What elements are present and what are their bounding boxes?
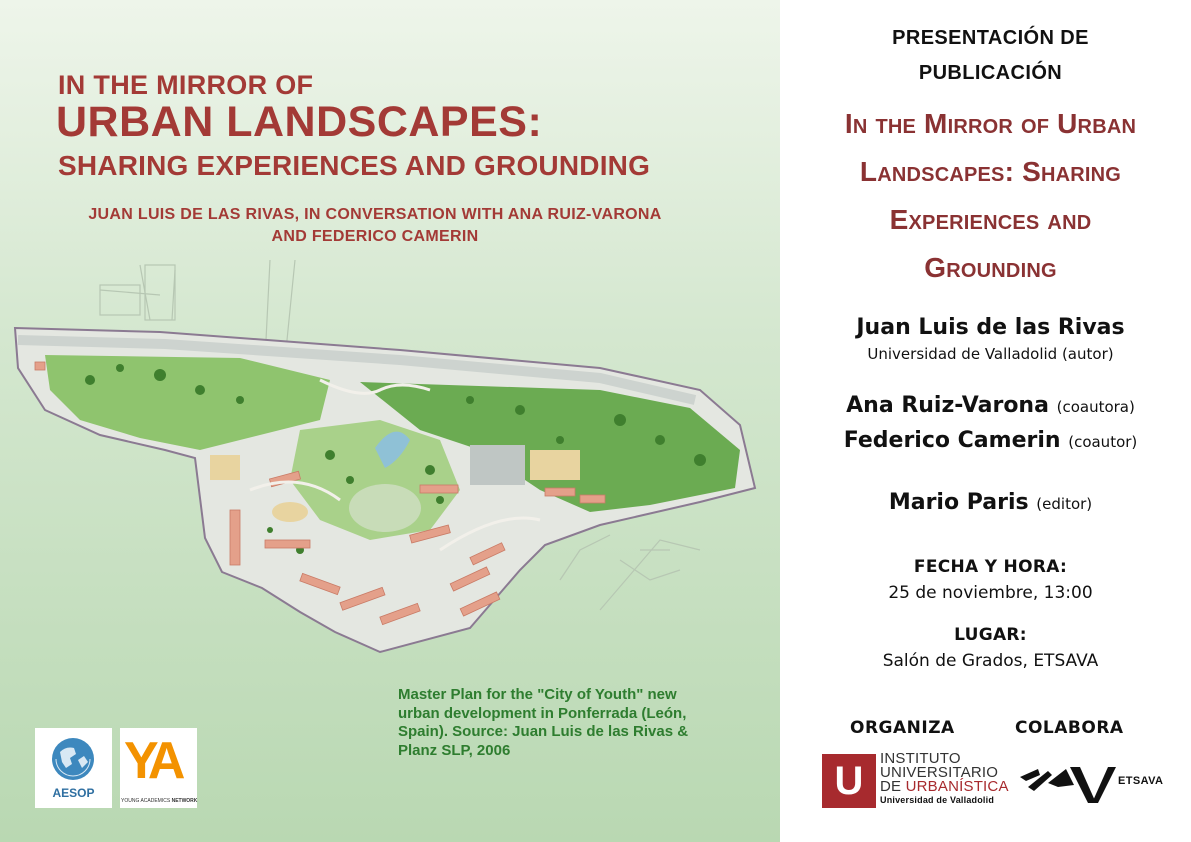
globe-icon	[52, 738, 94, 780]
iuu-line-3-prefix: DE	[880, 778, 906, 795]
author-name: Juan Luis de las Rivas	[856, 315, 1125, 340]
colabora-label: COLABORA	[1015, 718, 1124, 738]
ya-label-bold: NETWORK	[171, 798, 198, 804]
caption-line: Planz SLP, 2006	[398, 741, 511, 759]
aesop-label: AESOP	[52, 786, 95, 800]
etsava-label: ETSAVA	[1118, 775, 1164, 787]
iuu-line-3	[880, 780, 1009, 794]
coauthor-role: (coautor)	[1068, 433, 1138, 451]
ya-label-prefix: YOUNG ACADEMICS	[121, 798, 172, 804]
book-title-line: Landscapes: Sharing	[859, 156, 1122, 187]
editor-name: Mario Paris	[888, 490, 1029, 515]
map-caption	[398, 686, 728, 760]
heading-line-1: PRESENTACIÓN DE	[892, 27, 1089, 49]
organiza-label: ORGANIZA	[850, 718, 955, 738]
cover-title-line-2: URBAN LANDSCAPES:	[56, 98, 543, 146]
place-value: Salón de Grados, ETSAVA	[882, 651, 1099, 671]
book-title-line: Experiences and	[889, 204, 1092, 235]
heading-line-2: PUBLICACIÓN	[918, 62, 1063, 84]
iuu-line-3-red: URBANÍSTICA	[905, 778, 1009, 795]
editor-entry	[790, 490, 1191, 515]
master-plan-map	[0, 250, 780, 670]
iuu-line-2: UNIVERSITARIO	[880, 764, 999, 781]
cover-title-line-3: SHARING EXPERIENCES AND GROUNDING	[58, 150, 651, 181]
etsava-logo	[1018, 757, 1168, 807]
date-value: 25 de noviembre, 13:00	[888, 583, 1093, 603]
cover-authors-line-2: AND FEDERICO CAMERIN	[271, 228, 479, 245]
caption-line: Spain). Source: Juan Luis de las Rivas &	[398, 723, 689, 740]
editor-role: (editor)	[1036, 495, 1093, 513]
author-affiliation: Universidad de Valladolid (autor)	[867, 345, 1114, 363]
young-academics-logo	[120, 728, 197, 808]
cover-title-line-1: IN THE MIRROR OF	[58, 70, 314, 100]
coauthor-name: Federico Camerin	[843, 428, 1061, 453]
caption-line: Master Plan for the "City of Youth" new	[398, 686, 677, 703]
book-title-line: In the Mirror of Urban	[844, 108, 1137, 139]
caption-line: urban development in Ponferrada (León,	[398, 704, 687, 722]
iuu-mark-letter: U	[834, 759, 864, 803]
iuu-line-1: INSTITUTO	[880, 750, 961, 767]
coauthor-entry	[790, 428, 1191, 453]
iuu-text	[880, 752, 1009, 806]
iuu-mark	[822, 754, 876, 808]
coauthor-entry	[790, 393, 1191, 418]
iuu-logo	[822, 750, 1009, 812]
iuu-line-4: Universidad de Valladolid	[880, 795, 995, 805]
coauthor-name: Ana Ruiz-Varona	[846, 393, 1049, 418]
central-clearing	[349, 484, 421, 532]
ya-label	[121, 798, 197, 804]
cover-authors-line-1: JUAN LUIS DE LAS RIVAS, IN CONVERSATION WITH ANA RUIZ-VARONA	[88, 206, 662, 223]
event-info-panel	[790, 0, 1191, 842]
campus-block	[470, 445, 525, 485]
coauthor-role: (coautora)	[1056, 398, 1135, 416]
date-label: FECHA Y HORA:	[913, 557, 1068, 577]
etsava-mark-icon	[1018, 757, 1118, 807]
aesop-logo	[35, 728, 112, 808]
ya-mark: YA	[124, 732, 180, 790]
place-label: LUGAR:	[954, 625, 1027, 645]
book-title-line: Grounding	[924, 252, 1057, 283]
